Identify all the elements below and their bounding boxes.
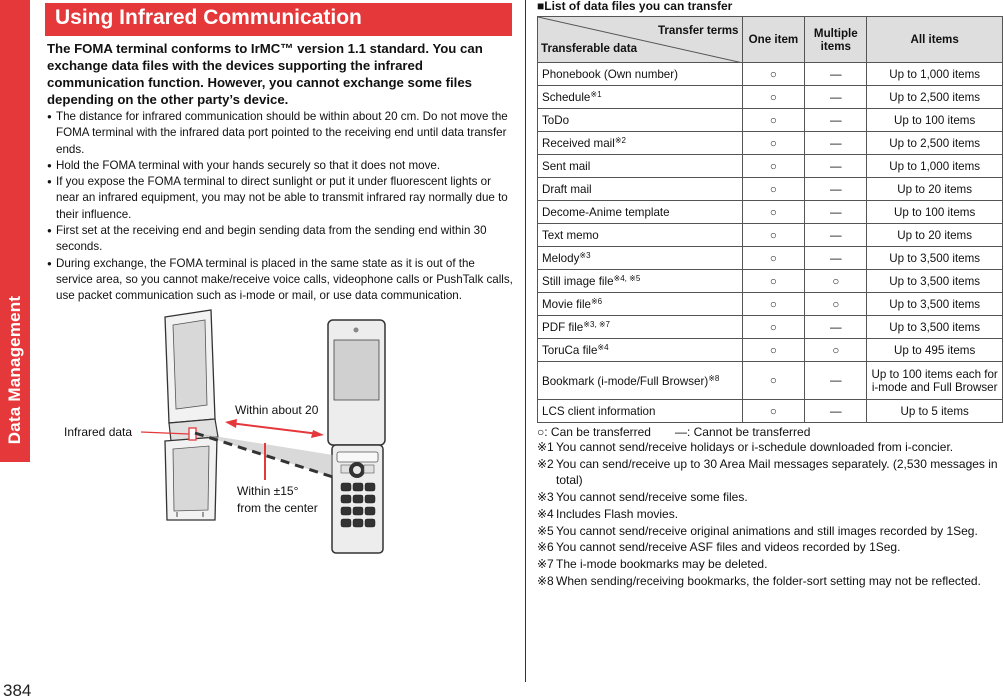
row-multiple-items: — bbox=[805, 132, 867, 155]
row-multiple-items: ○ bbox=[805, 339, 867, 362]
row-one-item: ○ bbox=[742, 178, 805, 201]
row-one-item: ○ bbox=[742, 316, 805, 339]
distance-arrow bbox=[225, 419, 324, 438]
row-name: PDF file bbox=[542, 321, 584, 334]
table-row bbox=[538, 400, 1003, 423]
row-multiple-items: — bbox=[805, 316, 867, 339]
table-row bbox=[538, 270, 1003, 293]
row-multiple-items: — bbox=[805, 362, 867, 400]
row-name-cell bbox=[538, 178, 743, 201]
row-all-items: Up to 3,500 items bbox=[867, 316, 1003, 339]
header-transfer-terms: Transfer terms bbox=[657, 24, 739, 37]
row-all-items: Up to 5 items bbox=[867, 400, 1003, 423]
row-note: ※6 bbox=[590, 297, 603, 306]
footnote bbox=[537, 573, 1003, 590]
row-name: Schedule bbox=[542, 91, 591, 104]
row-all-items: Up to 20 items bbox=[867, 224, 1003, 247]
table-row bbox=[538, 109, 1003, 132]
row-name: Melody bbox=[542, 252, 580, 265]
row-all-items: Up to 2,500 items bbox=[867, 86, 1003, 109]
footnote-mark: ※5 bbox=[537, 523, 554, 538]
table-row bbox=[538, 86, 1003, 109]
row-note: ※2 bbox=[614, 136, 626, 145]
table-row bbox=[538, 362, 1003, 400]
header-multiple-items: Multiple items bbox=[805, 17, 867, 63]
row-multiple-items: ○ bbox=[805, 270, 867, 293]
row-one-item: ○ bbox=[742, 155, 805, 178]
row-multiple-items: — bbox=[805, 109, 867, 132]
footnote bbox=[537, 439, 1003, 456]
bullet-item: ● During exchange, the FOMA terminal is placed in the same state as it is out of the service area, so you cannot make/receive voice calls, videophone calls or PushTalk calls, use packet communication such as i-mode or mail, or use data communication. bbox=[47, 256, 514, 305]
footnote-mark: ※6 bbox=[537, 540, 554, 555]
left-phone bbox=[165, 310, 218, 520]
footnote-mark: ※2 bbox=[537, 456, 554, 471]
row-note: ※4, ※5 bbox=[613, 274, 641, 283]
row-one-item: ○ bbox=[742, 109, 805, 132]
row-name: ToruCa file bbox=[542, 344, 598, 357]
footnote-list bbox=[537, 439, 1003, 589]
footnote-text: When sending/receiving bookmarks, the folder-sort setting may not be reflected. bbox=[556, 573, 981, 588]
row-note: ※4 bbox=[597, 343, 609, 352]
infrared-data-label: Infrared data bbox=[64, 425, 133, 439]
row-note: ※8 bbox=[708, 373, 720, 383]
row-one-item: ○ bbox=[742, 86, 805, 109]
row-all-items: Up to 3,500 items bbox=[867, 270, 1003, 293]
infrared-figure bbox=[45, 305, 515, 565]
row-multiple-items: — bbox=[805, 86, 867, 109]
table-row bbox=[538, 224, 1003, 247]
row-one-item: ○ bbox=[742, 224, 805, 247]
row-multiple-items: — bbox=[805, 224, 867, 247]
table-row bbox=[538, 316, 1003, 339]
footnote bbox=[537, 489, 1003, 506]
row-all-items: Up to 100 items bbox=[867, 201, 1003, 224]
column-divider bbox=[525, 0, 526, 682]
row-name-cell bbox=[538, 270, 743, 293]
footnote bbox=[537, 506, 1003, 523]
row-note: ※3 bbox=[579, 251, 591, 260]
header-transferable-data: Transferable data bbox=[541, 42, 638, 55]
row-multiple-items: — bbox=[805, 400, 867, 423]
row-name: ToDo bbox=[542, 114, 570, 127]
bullet-item: ● Hold the FOMA terminal with your hands securely so that it does not move. bbox=[47, 158, 514, 174]
bullet-item: ● If you expose the FOMA terminal to direct sunlight or put it under fluorescent lights or near an infrared equipment, you may not be able to transmit infrared ray normally due to their influence. bbox=[47, 174, 514, 223]
row-all-items: Up to 495 items bbox=[867, 339, 1003, 362]
bullet-item: ● First set at the receiving end and begin sending data from the sending end within 30 seconds. bbox=[47, 223, 514, 256]
footnote-mark: ※7 bbox=[537, 556, 554, 571]
table-row bbox=[538, 155, 1003, 178]
angle-label-line2: from the center bbox=[237, 501, 318, 515]
row-all-items: Up to 2,500 items bbox=[867, 132, 1003, 155]
row-name: Phonebook (Own number) bbox=[542, 68, 678, 81]
bullet-item: ● The distance for infrared communication should be within about 20 cm. Do not move the FOMA terminal with the infrared data port pointed to the receiving end until data transfer ends. bbox=[47, 109, 514, 158]
row-multiple-items: ○ bbox=[805, 293, 867, 316]
footnote-text: You cannot send/receive some files. bbox=[556, 490, 748, 505]
section-title: Using Infrared Communication bbox=[45, 3, 512, 36]
table-row bbox=[538, 63, 1003, 86]
row-name-cell bbox=[538, 132, 743, 155]
table-legend: ○: Can be transferred —: Cannot be transferred bbox=[537, 425, 811, 439]
footnote-text: You cannot send/receive holidays or i-schedule downloaded from i-concier. bbox=[556, 440, 954, 454]
footnote bbox=[537, 556, 1003, 573]
list-title: ■List of data files you can transfer bbox=[537, 0, 733, 13]
row-name: Sent mail bbox=[542, 160, 591, 173]
row-name-cell bbox=[538, 201, 743, 224]
row-one-item: ○ bbox=[742, 132, 805, 155]
row-all-items: Up to 3,500 items bbox=[867, 247, 1003, 270]
row-one-item: ○ bbox=[742, 247, 805, 270]
table-row bbox=[538, 178, 1003, 201]
row-one-item: ○ bbox=[742, 201, 805, 224]
row-multiple-items: — bbox=[805, 63, 867, 86]
row-one-item: ○ bbox=[742, 362, 805, 400]
row-name-cell bbox=[538, 293, 743, 316]
angle-label-line1: Within ±15° bbox=[237, 484, 299, 498]
row-one-item: ○ bbox=[742, 293, 805, 316]
header-all-items: All items bbox=[867, 17, 1003, 63]
table-row bbox=[538, 293, 1003, 316]
row-name-cell bbox=[538, 63, 743, 86]
row-multiple-items: — bbox=[805, 247, 867, 270]
footnote-text: You cannot send/receive original animations and still images recorded by 1Seg. bbox=[556, 523, 978, 538]
table-row bbox=[538, 132, 1003, 155]
row-name: Bookmark (i-mode/Full Browser) bbox=[542, 374, 709, 388]
row-name-cell bbox=[538, 362, 743, 400]
page-number: 384 bbox=[3, 681, 32, 699]
row-name: LCS client information bbox=[542, 405, 656, 418]
row-name-cell bbox=[538, 247, 743, 270]
row-multiple-items: — bbox=[805, 155, 867, 178]
table-row bbox=[538, 247, 1003, 270]
header-one-item: One item bbox=[742, 17, 805, 63]
row-name: Decome-Anime template bbox=[542, 206, 670, 219]
row-name-cell bbox=[538, 316, 743, 339]
footnote-mark: ※4 bbox=[537, 506, 554, 521]
row-name: Received mail bbox=[542, 137, 615, 150]
footnote-text: The i-mode bookmarks may be deleted. bbox=[556, 556, 768, 571]
table-row bbox=[538, 339, 1003, 362]
footnote bbox=[537, 456, 1003, 489]
row-all-items: Up to 3,500 items bbox=[867, 293, 1003, 316]
bullet-list bbox=[47, 109, 514, 305]
row-name-cell bbox=[538, 400, 743, 423]
side-tab-label: Data Management bbox=[5, 295, 25, 445]
footnote bbox=[537, 539, 1003, 556]
row-note: ※3, ※7 bbox=[583, 320, 610, 329]
footnote-mark: ※3 bbox=[537, 490, 554, 505]
row-name: Movie file bbox=[542, 298, 591, 311]
row-name-cell bbox=[538, 109, 743, 132]
right-phone bbox=[328, 320, 385, 553]
row-multiple-items: — bbox=[805, 178, 867, 201]
row-multiple-items: — bbox=[805, 201, 867, 224]
header-diagonal-cell bbox=[538, 17, 743, 63]
row-all-items: Up to 20 items bbox=[867, 178, 1003, 201]
footnote-text: You cannot send/receive ASF files and videos recorded by 1Seg. bbox=[556, 540, 901, 555]
row-name: Draft mail bbox=[542, 183, 592, 196]
row-one-item: ○ bbox=[742, 63, 805, 86]
row-one-item: ○ bbox=[742, 400, 805, 423]
row-one-item: ○ bbox=[742, 339, 805, 362]
footnote-mark: ※1 bbox=[537, 440, 554, 454]
table-row bbox=[538, 201, 1003, 224]
row-all-items: Up to 1,000 items bbox=[867, 63, 1003, 86]
row-name-cell bbox=[538, 86, 743, 109]
row-all-items: Up to 100 items bbox=[867, 109, 1003, 132]
transfer-table bbox=[537, 16, 1003, 423]
footnote-text: Includes Flash movies. bbox=[556, 506, 679, 521]
distance-label: Within about 20 bbox=[235, 403, 319, 417]
row-name-cell bbox=[538, 224, 743, 247]
side-tab-label-wrap bbox=[1, 285, 29, 455]
row-name-cell bbox=[538, 155, 743, 178]
row-all-items: Up to 100 items each for i-mode and Full Browser bbox=[867, 362, 1003, 400]
row-note: ※1 bbox=[590, 90, 602, 99]
intro-text: The FOMA terminal conforms to IrMC™ version 1.1 standard. You can exchange data files with the devices supporting the infrared communication function. However, you cannot exchange some files depending on the other party’s device. bbox=[47, 41, 483, 108]
footnote-mark: ※8 bbox=[537, 573, 554, 588]
row-one-item: ○ bbox=[742, 270, 805, 293]
row-all-items: Up to 1,000 items bbox=[867, 155, 1003, 178]
footnote-text: You can send/receive up to 30 Area Mail messages separately. (2,530 messages in total) bbox=[556, 456, 998, 488]
row-name: Text memo bbox=[542, 229, 599, 242]
row-name: Still image file bbox=[542, 275, 614, 288]
footnote bbox=[537, 523, 1003, 540]
row-name-cell bbox=[538, 339, 743, 362]
